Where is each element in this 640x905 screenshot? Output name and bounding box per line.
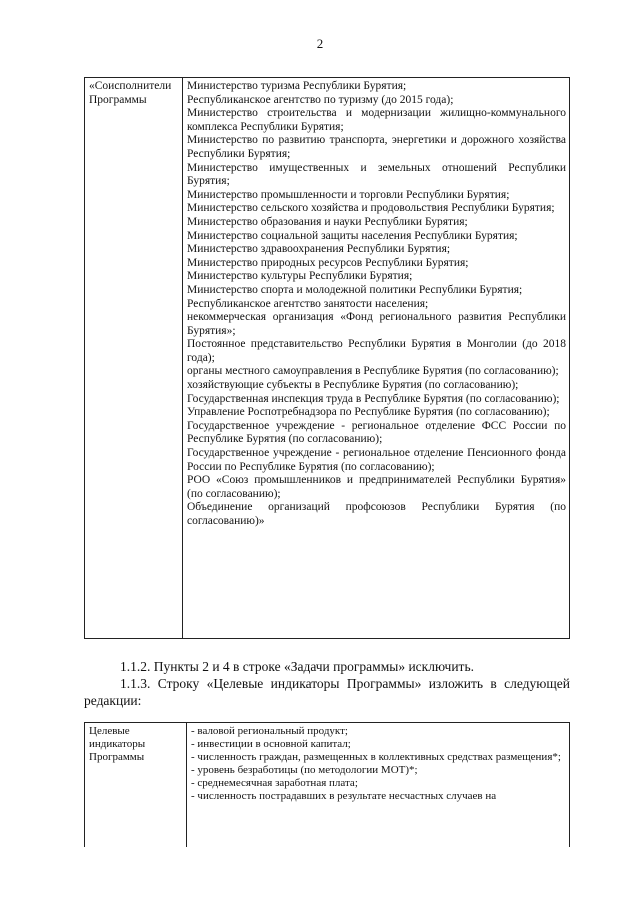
table-row xyxy=(85,78,570,639)
table-content-cell xyxy=(183,78,570,639)
table-label-cell: Целевые индикаторы Программы xyxy=(85,723,187,848)
list-item: - среднемесячная заработная плата; xyxy=(191,777,358,789)
list-item: Постоянное представительство Республики Бурятия в Монголии (до 2018 года); xyxy=(187,338,566,364)
table-label-cell: «Соисполнители Программы xyxy=(85,78,183,639)
list-item: Республиканское агентство по туризму (до 2015 года); xyxy=(187,93,454,106)
list-item: Министерство промышленности и торговли Республики Бурятия; xyxy=(187,188,510,201)
target-indicators-table xyxy=(84,722,570,847)
list-item: некоммерческая организация «Фонд регионального развития Республики Бурятия»; xyxy=(187,311,566,337)
list-item: Министерство природных ресурсов Республики Бурятия; xyxy=(187,256,469,269)
list-item: хозяйствующие субъекты в Республике Бурятия (по согласованию); xyxy=(187,379,519,392)
list-item: - уровень безработицы (по методологии МОТ)*; xyxy=(191,764,418,776)
table-row xyxy=(85,723,570,848)
co-executors-table xyxy=(84,77,570,639)
list-item: Министерство образования и науки Республики Бурятия; xyxy=(187,215,468,228)
list-item: - валовой региональный продукт; xyxy=(191,725,348,737)
list-item: Министерство сельского хозяйства и продовольствия Республики Бурятия; xyxy=(187,202,555,215)
list-item: Министерство имущественных и земельных отношений Республики Бурятия; xyxy=(187,161,566,188)
list-item: Государственная инспекция труда в Республике Бурятия (по согласованию); xyxy=(187,392,560,405)
table-content-cell xyxy=(187,723,570,848)
list-item: Объединение организаций профсоюзов Республики Бурятия (по согласованию)» xyxy=(187,501,566,527)
list-item: Министерство строительства и модернизации жилищно-коммунального комплекса Республики Бурятия; xyxy=(187,107,566,133)
list-item: Управление Роспотребнадзора по Республике Бурятия (по согласованию); xyxy=(187,406,550,419)
paragraph-item-1-1-2: 1.1.2. Пункты 2 и 4 в строке «Задачи программы» исключить. xyxy=(120,659,474,674)
list-item: Государственное учреждение - региональное отделение Пенсионного фонда России по Республике Бурятия (по согласованию); xyxy=(187,447,566,473)
list-item: - численность пострадавших в результате несчастных случаев на xyxy=(191,790,497,802)
list-item: - численность граждан, размещенных в коллективных средствах размещения*; xyxy=(191,751,561,763)
list-item: Министерство социальной защиты населения Республики Бурятия; xyxy=(187,229,518,242)
list-item: Министерство спорта и молодежной политики Республики Бурятия; xyxy=(187,283,523,296)
list-item: Министерство культуры Республики Бурятия; xyxy=(187,270,413,283)
paragraph-item-1-1-3: 1.1.3. Строку «Целевые индикаторы Программы» изложить в следующей редакции: xyxy=(84,676,570,708)
list-item: Министерство по развитию транспорта, энергетики и дорожного хозяйства Республики Бурятия; xyxy=(187,134,566,160)
list-item: Министерство здравоохранения Республики Бурятия; xyxy=(187,243,451,256)
list-item: Министерство туризма Республики Бурятия; xyxy=(187,80,407,92)
list-item: Государственное учреждение - региональное отделение ФСС России по Республике Бурятия (по согласованию); xyxy=(187,419,566,446)
page-number: 2 xyxy=(316,36,324,51)
list-item: органы местного самоуправления в Республике Бурятия (по согласованию); xyxy=(187,365,559,378)
list-item: Республиканское агентство занятости населения; xyxy=(187,297,429,310)
list-item: РОО «Союз промышленников и предпринимателей Республики Бурятия» (по согласованию); xyxy=(187,474,566,500)
list-item: - инвестиции в основной капитал; xyxy=(191,738,351,750)
